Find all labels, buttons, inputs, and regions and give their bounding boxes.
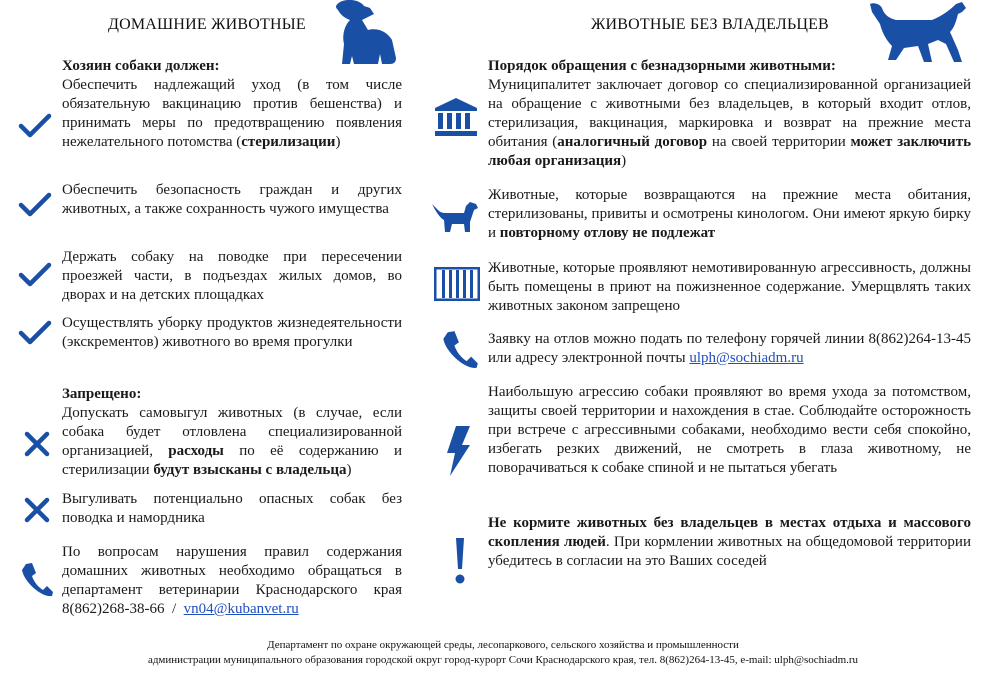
hotline-email-link[interactable]: ulph@sochiadm.ru	[689, 350, 804, 366]
order-heading: Порядок обращения с безнадзорными животными:	[488, 58, 836, 74]
cage-icon	[434, 267, 480, 301]
exclamation-icon	[452, 537, 468, 585]
check-icon	[18, 320, 52, 346]
owner-heading: Хозяин собаки должен:	[62, 58, 220, 74]
walking-dog-icon	[862, 0, 972, 66]
phone-icon	[441, 330, 479, 370]
owner-item-4: Осуществлять уборку продуктов жизнедеятельности (экскрементов) животного во время прогулки	[62, 315, 402, 350]
footer-line-2: администрации муниципального образования городской округ город-курорт Сочи Краснодарского края, тел. 8(862)264-13-45, e-mail: ulph@sochiadm.ru	[147, 654, 859, 666]
forbidden-item-1: Допускать самовыгул животных (в случае, если собака будет отловлена специализированной организацией, расходы по её содержанию и стерилизации будут взысканы с владельца)	[62, 405, 402, 478]
owner-item-3: Держать собаку на поводке при пересечении проезжей части, в подъездах жилых домов, во дворах и на детских площадках	[62, 249, 402, 303]
owner-item-2: Обеспечить безопасность граждан и других животных, а также сохранность чужого имущества	[62, 182, 402, 217]
left-title: ДОМАШНИЕ ЖИВОТНЫЕ	[108, 16, 306, 33]
check-icon	[18, 262, 52, 288]
cross-icon	[24, 497, 50, 523]
dog-icon	[430, 198, 480, 234]
vet-contact: По вопросам нарушения правил содержания домашних животных необходимо обращаться в департамент ветеринарии Краснодарского края 8(862)268-38-66 / vn04@kubanvet.ru	[62, 544, 402, 617]
forbidden-heading: Запрещено:	[62, 386, 142, 402]
vet-phone: 8(862)268-38-66	[62, 601, 165, 617]
check-icon	[18, 113, 52, 139]
feeding-text: Не кормите животных без владельцев в местах отдыха и массового скопления людей. При кормлении животных на общедомовой территории убедитесь в согласии на это Ваших соседей	[488, 515, 971, 569]
vet-email-link[interactable]: vn04@kubanvet.ru	[183, 601, 299, 617]
separator: /	[171, 601, 177, 617]
footer-line-1: Департамент по охране окружающей среды, лесопаркового, сельского хозяйства и промышленности	[267, 639, 739, 651]
aggressive-animals-text: Животные, которые проявляют немотивированную агрессивность, должны быть помещены в приют на пожизненное содержание. Умерщвлять таких животных законом запрещено	[488, 260, 971, 314]
forbidden-item-2: Выгуливать потенциально опасных собак без поводка и намордника	[62, 491, 402, 526]
municipal-building-icon	[434, 97, 478, 137]
right-title: ЖИВОТНЫЕ БЕЗ ВЛАДЕЛЬЦЕВ	[591, 16, 829, 33]
cross-icon	[24, 431, 50, 457]
order-text: Муниципалитет заключает договор со специализированной организацией на обращение с животными без владельцев, в который входит отлов, стерилизация, вакцинация, маркировка и возврат на прежние места обитания (аналогичный договор на своей территории может заключить любая организация)	[488, 77, 972, 169]
lightning-icon	[444, 425, 472, 477]
phone-icon	[20, 562, 54, 598]
check-icon	[18, 192, 52, 218]
returned-animals-text: Животные, которые возвращаются на прежние места обитания, стерилизованы, привиты и осмотрены кинологом. Они имеют яркую бирку и повторному отлову не подлежат	[488, 187, 971, 241]
owner-item-1: Обеспечить надлежащий уход (в том числе обязательную вакцинацию против бешенства) и принимать меры по предотвращению появления нежелательного потомства (стерилизации)	[62, 77, 402, 150]
caution-text: Наибольшую агрессию собаки проявляют во время ухода за потомством, защиты своей территории и нахождения в стае. Соблюдайте осторожность при встрече с агрессивными собаками, необходимо вести себя спокойно, избегать резких движений, не смотреть в глаза животному, не поворачиваться к собаке спиной и не пытаться убегать	[488, 384, 971, 476]
hotline-text: Заявку на отлов можно подать по телефону горячей линии 8(862)264-13-45 или адресу электронной почты ulph@sochiadm.ru	[488, 331, 971, 366]
sitting-dog-icon	[330, 0, 402, 66]
